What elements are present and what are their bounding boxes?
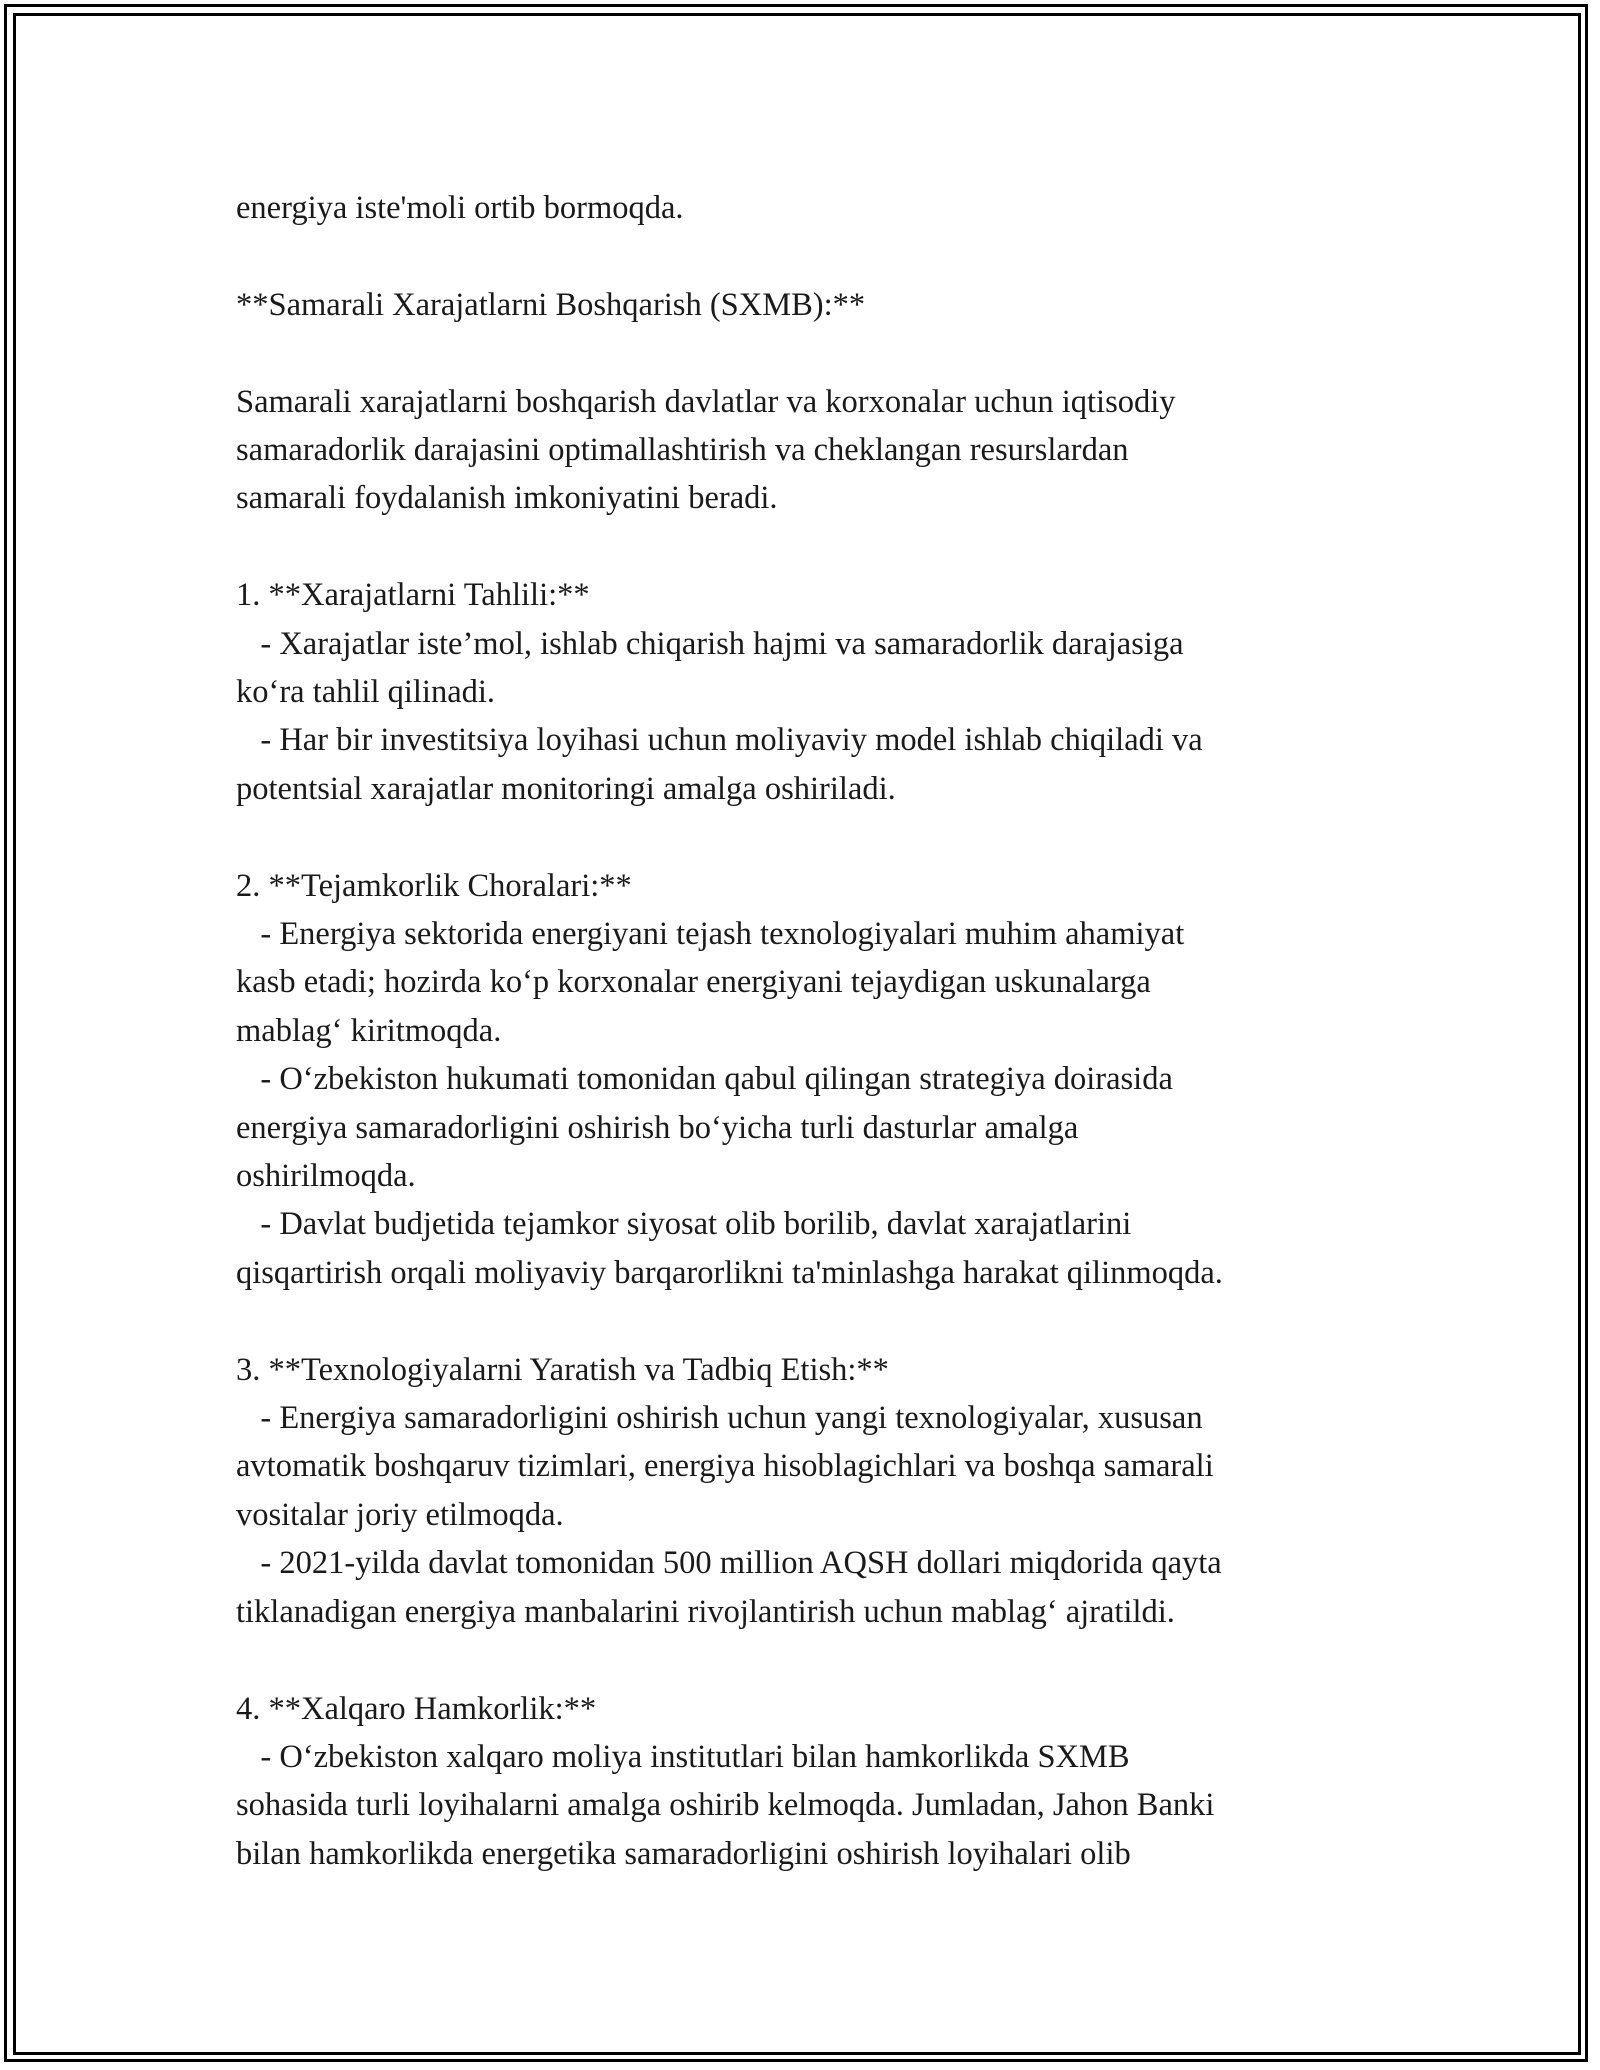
list-item-1-2: - Har bir investitsiya loyihasi uchun moliyaviy model ishlab chiqiladi va potentsial xarajatlar monitoringi amalga oshiriladi.	[236, 722, 1203, 807]
paragraph-sxmb-description: Samarali xarajatlarni boshqarish davlatlar va korxonalar uchun iqtisodiy samaradorlik darajasini optimallashtirish va cheklangan resurslardan samarali foydalanish imkoniyatini beradi.	[236, 383, 1176, 517]
paragraph-intro-continuation: energiya iste'moli ortib bormoqda.	[236, 190, 684, 226]
paragraph-gap	[236, 1297, 1386, 1345]
paragraph-gap	[236, 523, 1386, 571]
list-heading-1: 1. **Xarajatlarni Tahlili:**	[236, 577, 590, 614]
list-item-1-1: - Xarajatlar iste’mol, ishlab chiqarish hajmi va samaradorlik darajasiga ko‘ra tahlil qilinadi.	[236, 625, 1184, 711]
paragraph-gap	[236, 232, 1386, 280]
document-body	[236, 184, 1386, 1878]
list-item-4-1: - O‘zbekiston xalqaro moliya institutlari bilan hamkorlikda SXMB sohasida turli loyihalarni amalga oshirib kelmoqda. Jumladan, Jahon Banki bilan hamkorlikda energetika samaradorligini oshirish loyihalari olib	[236, 1738, 1215, 1872]
list-heading-3: 3. **Texnologiyalarni Yaratish va Tadbiq Etish:**	[236, 1351, 889, 1388]
list-heading-2: 2. **Tejamkorlik Choralari:**	[236, 867, 632, 904]
paragraph-gap	[236, 1636, 1386, 1684]
list-item-3-2: - 2021-yilda davlat tomonidan 500 million AQSH dollari miqdorida qayta tiklanadigan energiya manbalarini rivojlantirish uchun mablag‘ ajratildi.	[236, 1545, 1222, 1630]
list-item-2-1: - Energiya sektorida energiyani tejash texnologiyalari muhim ahamiyat kasb etadi; hozirda ko‘p korxonalar energiyani tejaydigan uskunalarga mablag‘ kiritmoqda.	[236, 916, 1185, 1049]
list-item-2-2: - O‘zbekiston hukumati tomonidan qabul qilingan strategiya doirasida energiya samaradorligini oshirish bo‘yicha turli dasturlar amalga oshirilmoqda.	[236, 1061, 1173, 1195]
section-heading-sxmb: **Samarali Xarajatlarni Boshqarish (SXMB):**	[236, 286, 866, 323]
list-heading-4: 4. **Xalqaro Hamkorlik:**	[236, 1690, 597, 1727]
list-item-3-1: - Energiya samaradorligini oshirish uchun yangi texnologiyalar, xususan avtomatik boshqaruv tizimlari, energiya hisoblagichlari va boshqa samarali vositalar joriy etilmoqda.	[236, 1400, 1214, 1533]
list-item-2-3: - Davlat budjetida tejamkor siyosat olib borilib, davlat xarajatlarini qisqartirish orqali moliyaviy barqarorlikni ta'minlashga harakat qilinmoqda.	[236, 1206, 1223, 1291]
paragraph-gap	[236, 329, 1386, 377]
paragraph-gap	[236, 813, 1386, 861]
